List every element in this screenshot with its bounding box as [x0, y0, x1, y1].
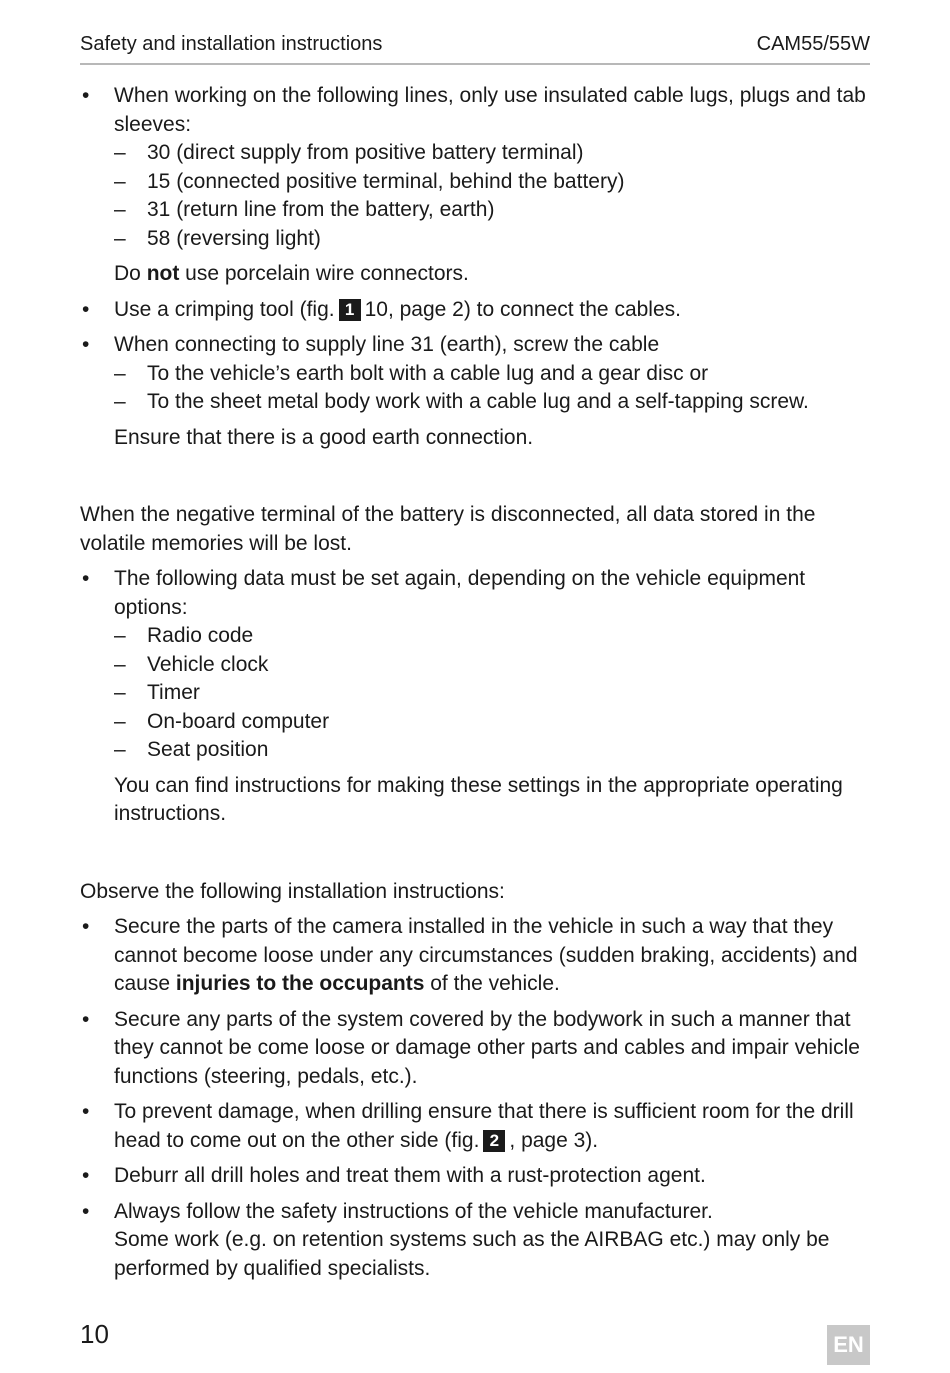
bullet-text: Secure the parts of the camera installed in the vehicle in such a way that they cannot become loose under any circumstances (sudden braking, accidents) and cause	[114, 915, 858, 995]
list-item: – On-board computer	[114, 708, 870, 737]
page-number: 10	[80, 1319, 109, 1349]
earth-options-list	[114, 360, 870, 417]
section3-list	[80, 913, 870, 1283]
note-text: use porcelain wire connectors.	[179, 262, 469, 285]
list-item: – Vehicle clock	[114, 651, 870, 680]
earth-note: Ensure that there is a good earth connection.	[114, 425, 534, 449]
note-emphasis: not	[146, 262, 180, 285]
list-item: – 15 (connected positive terminal, behind the battery)	[114, 168, 870, 197]
list-item: – To the sheet metal body work with a cable lug and a self-tapping screw.	[114, 388, 870, 417]
list-item: – Seat position	[114, 736, 870, 765]
list-item: – 31 (return line from the battery, earth)	[114, 196, 870, 225]
secure-parts-bullet: • Secure any parts of the system covered by the bodywork in such a manner that they cannot be come loose or damage other parts and cables and impair vehicle functions (steering, pedals, etc.).	[80, 1006, 870, 1092]
deburr-bullet: • Deburr all drill holes and treat them with a rust-protection agent.	[80, 1162, 870, 1191]
bullet-text: Use a crimping tool (fig.	[114, 297, 335, 321]
page-header	[80, 30, 870, 65]
reset-data-bullet	[80, 565, 870, 765]
list-item: – Radio code	[114, 622, 870, 651]
list-item: – To the vehicle’s earth bolt with a cable lug and a gear disc or	[114, 360, 870, 389]
page-content	[80, 82, 870, 1290]
bullet-text: 10, page 2) to connect the cables.	[364, 297, 681, 321]
secure-camera-bullet	[80, 913, 870, 999]
header-model-name: CAM55/55W	[756, 33, 870, 55]
bullet-text: To prevent damage, when drilling ensure that there is sufficient room for the drill head to come out on the other side (fig.	[114, 1100, 854, 1152]
crimping-tool-bullet	[80, 296, 870, 325]
list-item: – 30 (direct supply from positive battery terminal)	[114, 139, 870, 168]
figure-reference-badge: 2	[483, 1130, 505, 1152]
list-item: – Timer	[114, 679, 870, 708]
bullet-text: of the vehicle.	[424, 972, 560, 995]
note-text: Do	[114, 262, 147, 285]
list-item: – 58 (reversing light)	[114, 225, 870, 254]
porcelain-note	[114, 260, 870, 289]
header-section-title: Safety and installation instructions	[80, 33, 383, 55]
insulated-lugs-text: When working on the following lines, only use insulated cable lugs, plugs and tab sleeves:	[114, 84, 866, 136]
insulated-lugs-bullet	[80, 82, 870, 253]
manufacturer-safety-bullet	[80, 1198, 870, 1284]
drilling-bullet	[80, 1098, 870, 1155]
bullet-text: When connecting to supply line 31 (earth), screw the cable	[114, 333, 660, 356]
bullet-text: , page 3).	[509, 1128, 599, 1152]
battery-disconnect-paragraph: When the negative terminal of the battery is disconnected, all data stored in the volatile memories will be lost.	[80, 503, 816, 555]
section1-list-continued	[80, 296, 870, 417]
installation-intro: Observe the following installation instructions:	[80, 879, 505, 903]
earth-connection-bullet	[80, 331, 870, 417]
section1-list	[80, 82, 870, 253]
reset-data-list	[114, 622, 870, 765]
settings-note: You can find instructions for making these settings in the appropriate operating instructions.	[114, 773, 843, 825]
bullet-text: Some work (e.g. on retention systems such as the AIRBAG etc.) may only be performed by qualified specialists.	[114, 1228, 830, 1280]
figure-reference-badge: 1	[339, 299, 361, 321]
language-badge: EN	[827, 1325, 870, 1365]
bullet-text: The following data must be set again, depending on the vehicle equipment options:	[114, 567, 806, 619]
bullet-text: Always follow the safety instructions of the vehicle manufacturer.	[114, 1199, 713, 1223]
bullet-emphasis: injuries to the occupants	[175, 972, 425, 995]
section2-list	[80, 565, 870, 765]
supply-lines-list	[114, 139, 870, 253]
